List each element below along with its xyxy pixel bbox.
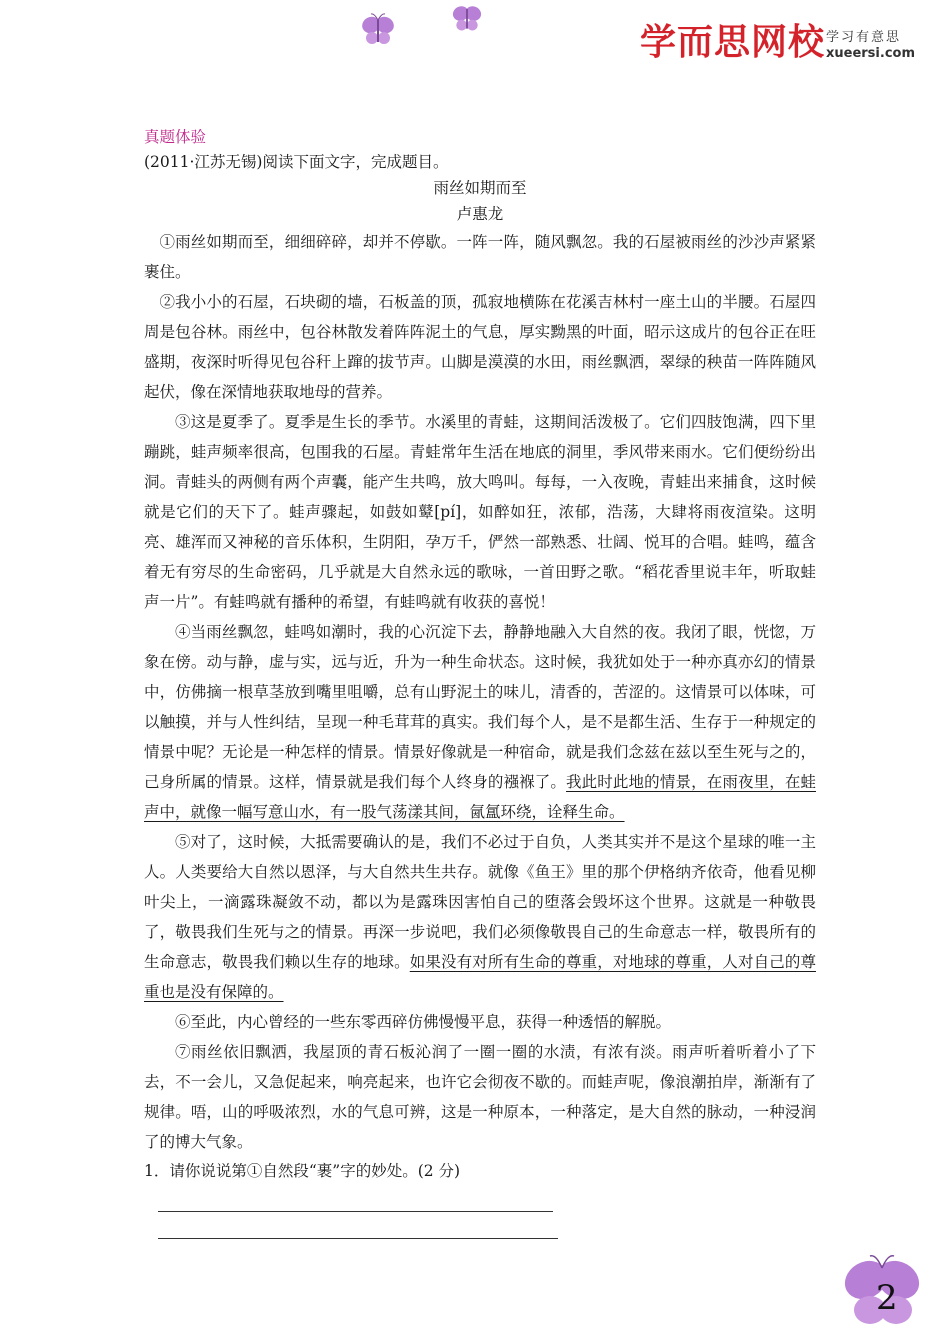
paragraph-6: ⑥至此，内心曾经的一些东零西碎仿佛慢慢平息，获得一种透悟的解脱。: [175, 1013, 672, 1031]
article-author: 卢惠龙: [456, 205, 504, 223]
question-1: 1．请你说说第①自然段“裹”字的妙处。(2 分): [144, 1162, 461, 1180]
paragraph-3: ③这是夏季了。夏季是生长的季节。水溪里的青蛙，这期间活泼极了。它们四肢饱满，四下里蹦跳，蛙声频率很高，包围我的石屋。青蛙常年生活在地底的洞里，季风带来雨水。它们便纷纷出洞。青蛙头的两侧有两个声囊，能产生共鸣，放大鸣叫。每每，一入夜晚，青蛙出来捕食，这时候就是它们的天下了。蛙声骤起，如鼓如鼙[pí]，如醉如狂，浓郁，浩荡，大肆将雨夜渲染。这明亮、雄浑而又神秘的音乐体积，生阴阳，孕万千，俨然一部熟悉、壮阔、悦耳的合唱。蛙鸣，蕴含着无有穷尽的生命密码，几乎就是大自然永远的歌咏，一首田野之歌。“稻花香里说丰年，听取蛙声一片”。有蛙鸣就有播种的希望，有蛙鸣就有收获的喜悦！: [144, 413, 816, 611]
paragraph-4-text: ④当雨丝飘忽，蛙鸣如潮时，我的心沉淀下去，静静地融入大自然的夜。我闭了眼，恍惚，万象在傍。动与静，虚与实，远与近，升为一种生命状态。这时候，我犹如处于一种亦真亦幻的情景中，仿佛摘一根草茎放到嘴里咀嚼，总有山野泥土的味儿，清香的，苦涩的。这情景可以体味，可以触摸，并与人性纠结，呈现一种毛茸茸的真实。我们每个人，是不是都生活、生存于一种规定的情景中呢？无论是一种怎样的情景。情景好像就是一种宿命，就是我们念兹在兹以至生死与之的，己身所属的情景。这样，情景就是我们每个人终身的襁褓了。: [144, 623, 816, 791]
underlined-sentence-2: 如果没有对所有生命的尊重，对地球的尊重，人对自己的尊重也是没有保障的。: [144, 953, 816, 1001]
butterfly-icon: [360, 12, 396, 48]
paragraph-1: ①雨丝如期而至，细细碎碎，却并不停歇。一阵一阵，随风飘忽。我的石屋被雨丝的沙沙声紧紧裹住。: [144, 233, 816, 281]
section-title: 真题体验: [144, 128, 207, 146]
article-title: 雨丝如期而至: [433, 179, 527, 197]
logo-url: xueersi.com: [826, 46, 916, 61]
paragraph-4: [144, 617, 816, 827]
page-number: 2: [876, 1278, 898, 1318]
answer-line[interactable]: [158, 1212, 558, 1239]
paragraph-5: [144, 827, 816, 1007]
intro-text: (2011·江苏无锡)阅读下面文字，完成题目。: [144, 153, 449, 171]
paragraph-5-text: ⑤对了，这时候，大抵需要确认的是，我们不必过于自负，人类其实并不是这个星球的唯一主人。人类要给大自然以恩泽，与大自然共生共存。就像《鱼王》里的那个伊格纳齐依奇，他看见柳叶尖上，一滴露珠凝敛不动，都以为是露珠因害怕自己的堕落会毁坏这个世界。这就是一种敬畏了，敬畏我们生死与之的情景。再深一步说吧，我们必须像敬畏自己的生命意志一样，敬畏所有的生命意志，敬畏我们赖以生存的地球。: [144, 833, 816, 971]
logo-slogan: 学习有意思: [826, 30, 902, 45]
answer-line[interactable]: [158, 1185, 553, 1212]
butterfly-icon: [450, 2, 484, 34]
underlined-sentence-1: 我此时此地的情景，在雨夜里，在蛙声中，就像一幅写意山水，有一股气荡漾其间，氤氲环绕，诠释生命。: [144, 773, 816, 821]
paragraph-2: ②我小小的石屋，石块砌的墙，石板盖的顶，孤寂地横陈在花溪吉林村一座土山的半腰。石屋四周是包谷林。雨丝中，包谷林散发着阵阵泥土的气息，厚实黝黑的叶面，昭示这成片的包谷正在旺盛期，夜深时听得见包谷秆上蹿的拔节声。山脚是漠漠的水田，雨丝飘洒，翠绿的秧苗一阵阵随风起伏，像在深情地获取地母的营养。: [144, 293, 816, 401]
paragraph-7: ⑦雨丝依旧飘洒，我屋顶的青石板沁润了一圈一圈的水渍，有浓有淡。雨声听着听着小了下去，不一会儿，又急促起来，响亮起来，也许它会彻夜不歇的。而蛙声呢，像浪潮拍岸，渐渐有了规律。唔，山的呼吸浓烈，水的气息可辨，这是一种原本，一种落定，是大自然的脉动，一种浸润了的博大气象。: [144, 1043, 816, 1151]
brand-logo: [640, 20, 930, 70]
logo-text: 学而思网校: [640, 22, 826, 63]
main-content: [144, 125, 816, 1239]
